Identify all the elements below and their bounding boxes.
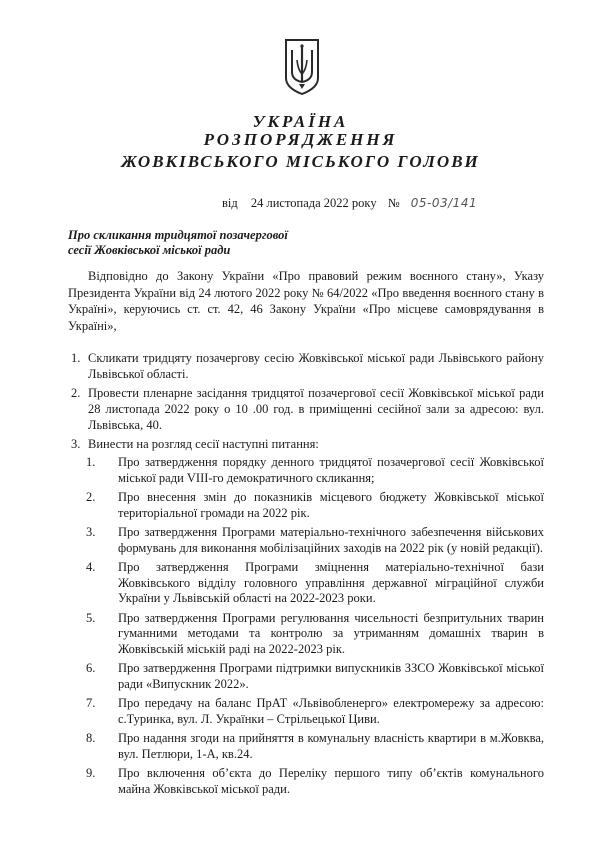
agenda-text: Про затвердження Програми матеріально-технічного забезпечення військових формувань для виконання мобілізаційних заходів на 2022 рік (у новій редакції).: [118, 525, 544, 555]
agenda-text: Про передачу на баланс ПрАТ «Львівобленерго» електромережу за адресою: с.Туринка, вул. Л. Українки – Стрільецької Циви.: [118, 696, 544, 726]
order-item: [68, 385, 544, 433]
agenda-text: Про затвердження Програми зміцнення матеріально-технічної бази Жовківського відділу головного управління державної міграційної служби України у Львівській області на 2022-2023 роки.: [118, 560, 544, 605]
agenda-text: Про внесення змін до показників місцевого бюджету Жовківської міської територіальної громади на 2022 рік.: [118, 490, 544, 520]
item-number: 2.: [71, 386, 81, 400]
date-prefix: від: [222, 196, 238, 210]
agenda-item: [86, 661, 544, 692]
document-number: 05-03/141: [410, 196, 478, 210]
agenda-number: 4.: [86, 560, 96, 574]
agenda-text: Про затвердження Програми підтримки випускників ЗЗСО Жовківської міської ради «Випускник 2022».: [118, 661, 544, 691]
order-item: [68, 436, 544, 452]
issuer-heading: ЖОВКІВСЬКОГО МІСЬКОГО ГОЛОВИ: [121, 152, 480, 171]
order-items: [68, 350, 544, 801]
agenda-item: [86, 766, 544, 797]
coat-of-arms-icon: [284, 38, 320, 96]
agenda-number: 7.: [86, 696, 96, 710]
agenda-item: [86, 490, 544, 521]
agenda-item: [86, 696, 544, 727]
agenda-number: 6.: [86, 661, 96, 675]
item-text: Винести на розгляд сесії наступні питання:: [88, 437, 319, 451]
agenda-text: Про включення об’єкта до Переліку першого типу об’єктів комунального майна Жовківської міської ради.: [118, 766, 544, 796]
agenda-item: [86, 455, 544, 486]
date-line: [222, 196, 477, 211]
country-heading: УКРАЇНА: [252, 112, 349, 131]
agenda-number: 8.: [86, 731, 96, 745]
subject-line-1: Про скликання тридцятої позачергової: [68, 228, 288, 242]
agenda-text: Про затвердження Програми регулювання чисельності безпритульних тварин гуманними методами та контролю за утриманням домашніх тварин в Жовківській міській раді на 2022-2023 рік.: [118, 610, 544, 656]
agenda-number: 1.: [86, 455, 96, 469]
item-number: 3.: [71, 437, 81, 451]
item-text: Провести пленарне засідання тридцятої позачергової сесії Жовківської міської ради 28 листопада 2022 року о 10 .00 год. в приміщенні сесійної зали за адресою: вул. Львівська, 40.: [88, 386, 544, 432]
order-item: [68, 350, 544, 382]
agenda-number: 9.: [86, 766, 96, 780]
document-date: 24 листопада 2022 року: [250, 196, 377, 210]
agenda-text: Про надання згоди на прийняття в комунальну власність квартири в м.Жовква, вул. Петлюри, 1-А, кв.24.: [118, 731, 544, 761]
agenda-list: [68, 455, 544, 797]
agenda-number: 5.: [86, 610, 96, 625]
subject-line-2: сесії Жовківської міської ради: [68, 243, 231, 257]
agenda-item: [86, 560, 544, 607]
agenda-item: [86, 731, 544, 762]
item-number: 1.: [71, 351, 81, 365]
agenda-item: [86, 611, 544, 658]
agenda-number: 3.: [86, 525, 96, 539]
number-prefix: №: [387, 196, 400, 210]
agenda-item: [86, 525, 544, 556]
agenda-text: Про затвердження порядку денного тридцятої позачергової сесії Жовківської міської ради VIII-го демократичного скликання;: [118, 455, 544, 485]
document-type-heading: РОЗПОРЯДЖЕННЯ: [203, 130, 398, 149]
preamble-paragraph: Відповідно до Закону України «Про правовий режим воєнного стану», Указу Президента України від 24 лютого 2022 року № 64/2022 «Про введення воєнного стану в Україні», керуючись ст. ст. 42, 46 Закону України «Про місцеве самоврядування в Україні»,: [68, 269, 544, 333]
subject-block: [68, 228, 288, 258]
agenda-number: 2.: [86, 490, 96, 504]
item-text: Скликати тридцяту позачергову сесію Жовківської міської ради Львівського району Львівської області.: [88, 351, 544, 381]
